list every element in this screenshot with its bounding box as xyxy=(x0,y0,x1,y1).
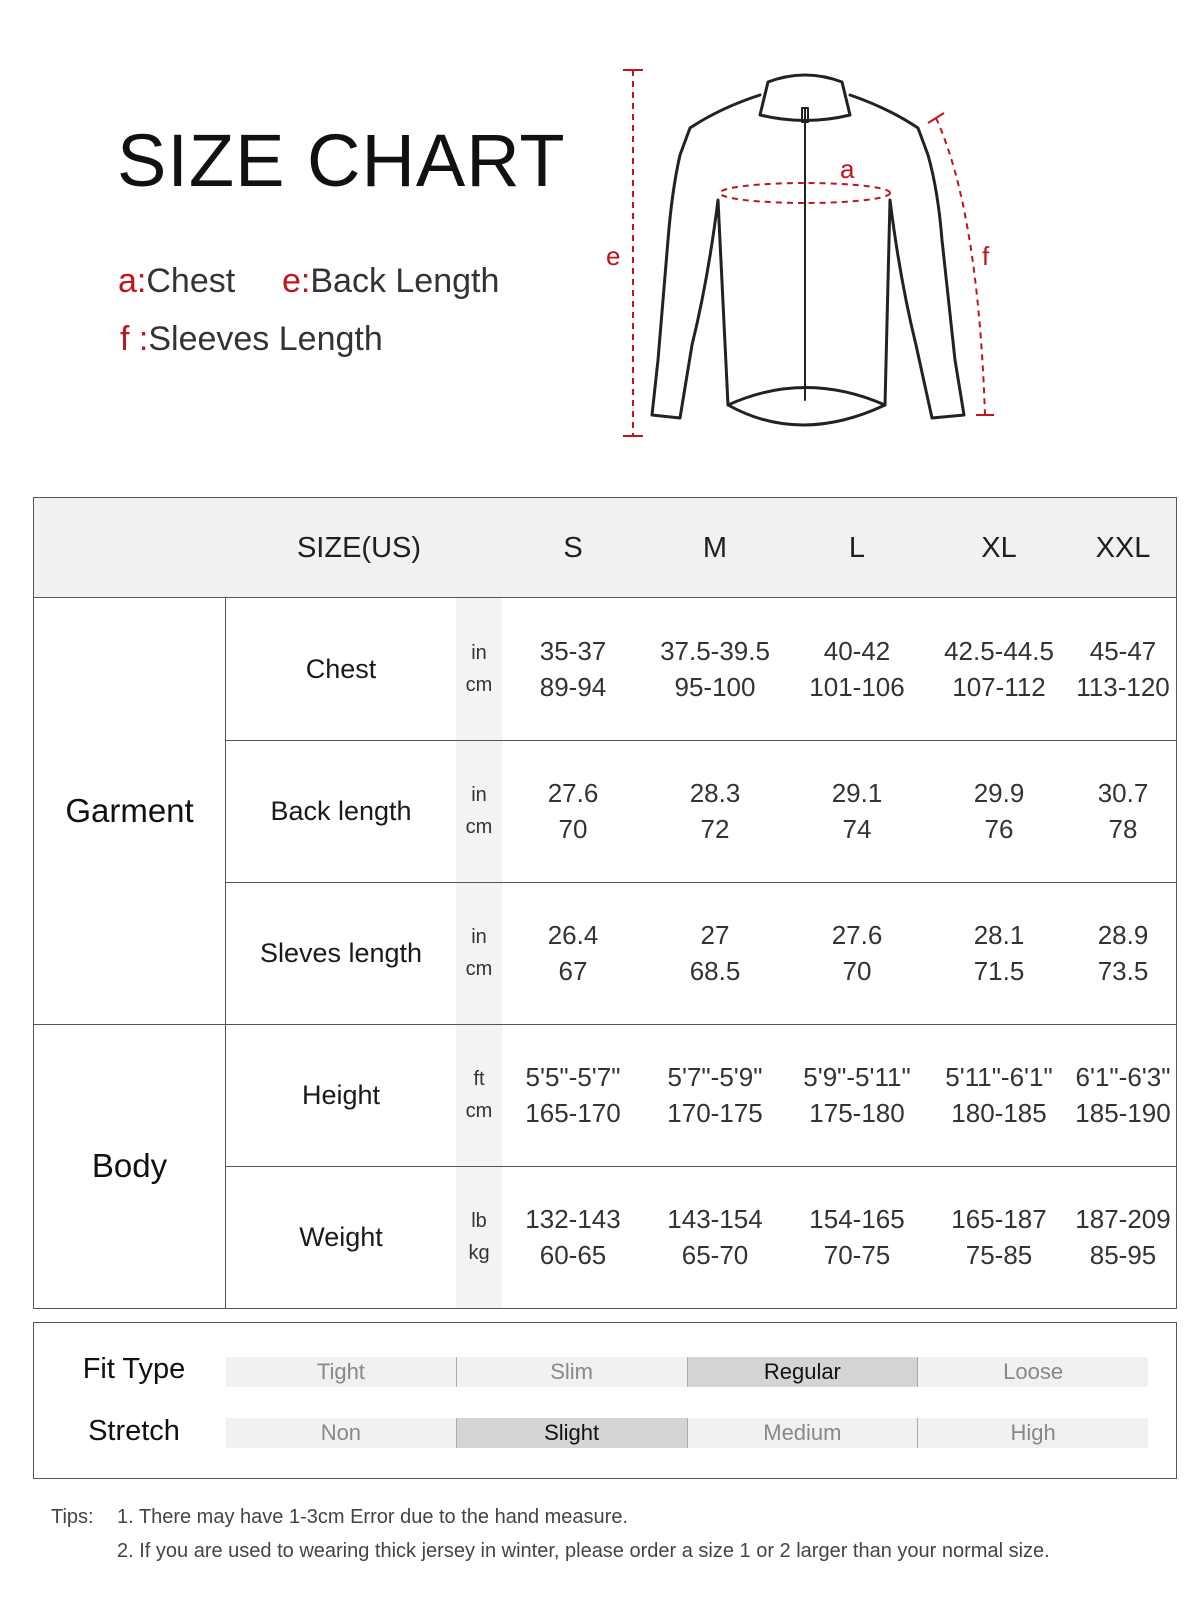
size-col-s: S xyxy=(563,531,583,564)
measure-lines xyxy=(623,70,994,436)
legend-back-length xyxy=(282,262,499,301)
value-cell: 26.4 67 xyxy=(547,920,599,986)
stretch-scale xyxy=(226,1418,1148,1448)
size-col-m: M xyxy=(702,531,728,564)
row-label-weight: Weight xyxy=(299,1221,383,1252)
unit-cell: lb kg xyxy=(468,1210,490,1264)
value-cell: 154-165 70-75 xyxy=(809,1204,905,1270)
legend-key: f : xyxy=(120,320,149,358)
fit-type-scale xyxy=(226,1357,1148,1387)
value-cell: 27 68.5 xyxy=(689,920,741,986)
label-a: a xyxy=(840,154,855,184)
value-cell: 27.6 70 xyxy=(831,920,883,986)
value-cell: 5'5"-5'7" 165-170 xyxy=(525,1062,621,1128)
unit-cell: in cm xyxy=(465,926,493,980)
stretch-option: High xyxy=(918,1418,1148,1448)
value-cell: 5'9"-5'11" 175-180 xyxy=(803,1062,911,1128)
stretch-option: Non xyxy=(226,1418,457,1448)
fit-type-label: Fit Type xyxy=(82,1353,186,1385)
value-cell: 40-42 101-106 xyxy=(809,636,905,702)
value-cell: 28.3 72 xyxy=(689,778,741,844)
value-cell: 165-187 75-85 xyxy=(951,1204,1047,1270)
value-cell: 132-143 60-65 xyxy=(525,1204,621,1270)
fit-stretch-panel xyxy=(33,1322,1177,1479)
size-col-xl: XL xyxy=(981,531,1017,564)
row-label-chest: Chest xyxy=(305,653,377,684)
fit-option: Slim xyxy=(457,1357,688,1387)
unit-cell: in cm xyxy=(465,784,493,838)
value-cell: 187-209 85-95 xyxy=(1075,1204,1171,1270)
value-cell: 30.7 78 xyxy=(1097,778,1149,844)
stretch-option: Medium xyxy=(688,1418,919,1448)
row-label-height: Height xyxy=(301,1079,381,1110)
value-cell: 37.5-39.5 95-100 xyxy=(660,636,770,702)
value-cell: 35-37 89-94 xyxy=(539,636,607,702)
stretch-option: Slight xyxy=(457,1418,688,1448)
value-cell: 5'7"-5'9" 170-175 xyxy=(667,1062,763,1128)
table-header xyxy=(34,498,1176,598)
value-cell: 6'1"-6'3" 185-190 xyxy=(1075,1062,1171,1128)
size-col-xxl: XXL xyxy=(1095,531,1151,564)
label-e: e xyxy=(606,241,621,271)
size-table xyxy=(33,497,1177,1309)
jersey-outline xyxy=(652,75,964,425)
value-cell: 5'11"-6'1" 180-185 xyxy=(945,1062,1053,1128)
tip-item: 1. There may have 1-3cm Error due to the hand measure. xyxy=(117,1506,629,1528)
value-cell: 28.1 71.5 xyxy=(973,920,1025,986)
fit-option: Tight xyxy=(226,1357,457,1387)
fit-option: Regular xyxy=(688,1357,919,1387)
stretch-label: Stretch xyxy=(88,1415,180,1447)
jersey-diagram xyxy=(600,60,1040,460)
group-garment: Garment xyxy=(34,598,226,1024)
legend-chest xyxy=(118,262,235,301)
value-cell: 45-47 113-120 xyxy=(1076,636,1170,702)
value-cell: 29.1 74 xyxy=(831,778,883,844)
row-label-back-length: Back length xyxy=(270,795,412,826)
fit-option: Loose xyxy=(918,1357,1148,1387)
legend-label: Back Length xyxy=(310,262,500,300)
value-cell: 27.6 70 xyxy=(547,778,599,844)
legend-key: a: xyxy=(118,262,147,300)
value-cell: 143-154 65-70 xyxy=(667,1204,763,1270)
unit-cell: in cm xyxy=(465,642,493,696)
legend-key: e: xyxy=(282,262,311,300)
label-f: f xyxy=(982,241,990,271)
value-cell: 28.9 73.5 xyxy=(1097,920,1149,986)
legend-label: Chest xyxy=(146,262,236,300)
row-label-sleeves-length: Sleves length xyxy=(259,937,423,968)
tips-label: Tips: xyxy=(51,1506,94,1528)
legend-sleeves-length xyxy=(120,320,383,359)
tip-item: 2. If you are used to wearing thick jersey in winter, please order a size 1 or 2 larger than your normal size. xyxy=(117,1540,1050,1562)
size-col-l: L xyxy=(848,531,866,564)
value-cell: 42.5-44.5 107-112 xyxy=(944,636,1054,702)
legend-label: Sleeves Length xyxy=(148,320,383,358)
size-header: SIZE(US) xyxy=(296,531,422,564)
page-title: SIZE CHART xyxy=(117,119,566,202)
value-cell: 29.9 76 xyxy=(973,778,1025,844)
group-body: Body xyxy=(34,1024,226,1308)
unit-cell: ft cm xyxy=(465,1068,493,1122)
